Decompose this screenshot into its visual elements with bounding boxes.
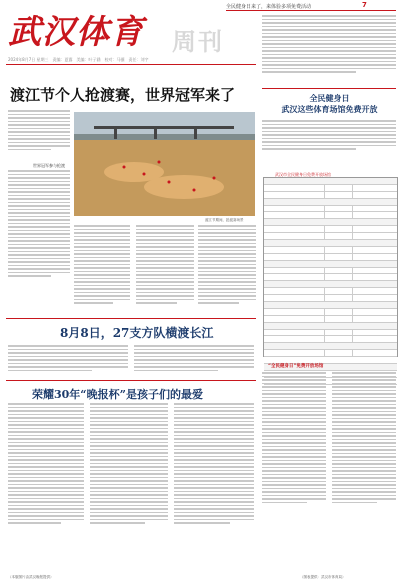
masthead-date-line: 2024年8月7日 星期三 责编：夏露 美编：叶子涵 校对：马骧 责任：刘宇 [8, 57, 149, 62]
lead-body-column-4 [198, 225, 256, 306]
footer-left: （本版图片由武汉晚报提供） [8, 575, 54, 579]
right-headline [277, 93, 382, 115]
masthead-rule [6, 64, 256, 65]
third-headline: 荣耀30年“晚报杯”是孩子们的最爱 [32, 388, 203, 401]
third-body-column-1 [8, 403, 84, 526]
lead-headline: 渡江节个人抢渡赛，世界冠军来了 [10, 86, 236, 104]
section-rule-3 [6, 380, 256, 381]
right-section-rule [262, 88, 396, 89]
river-swimmers-image [74, 112, 255, 216]
section-rule-2 [6, 318, 256, 319]
header-rule [226, 10, 396, 11]
page-number: 7 [362, 1, 367, 9]
table-title: 武汉市全民健身日免费开放场馆 [275, 172, 331, 177]
second-body-right [134, 345, 254, 373]
right-top-body [262, 15, 396, 75]
lead-body-column-2 [74, 225, 130, 306]
venue-list-column-2 [332, 372, 396, 505]
right-headline-line-2: 武汉这些体育场馆免费开放 [281, 104, 378, 114]
page-teaser: 全民健身日来了，来体验多项免费活动 [226, 4, 312, 10]
second-body-left [8, 345, 128, 373]
third-body-column-2 [90, 403, 168, 526]
venue-list-column-1 [262, 372, 326, 505]
right-headline-line-1: 全民健身日 [309, 93, 350, 103]
third-body-column-3 [174, 403, 254, 526]
lead-photo-caption: 渡江节期间，抢渡赛场景 [205, 218, 244, 222]
footer-right: （图表提供：武汉市体育局） [300, 575, 346, 579]
second-headline: 8月8日，27支方队横渡长江 [60, 326, 214, 340]
masthead-subtitle: 周刊 [172, 28, 224, 56]
venue-list-title: “全民健身日”免费开放场馆 [268, 364, 324, 369]
masthead [0, 0, 255, 62]
lead-body-column-1 [8, 110, 70, 152]
venues-table [263, 177, 398, 357]
lead-body-column-1b [8, 170, 70, 279]
right-intro-body [262, 120, 396, 152]
lead-subhead: 世界冠军参与抢渡 [33, 163, 65, 168]
lead-body-column-3 [136, 225, 194, 306]
masthead-title: 武汉体育 [8, 12, 144, 51]
lead-photo [74, 112, 255, 216]
